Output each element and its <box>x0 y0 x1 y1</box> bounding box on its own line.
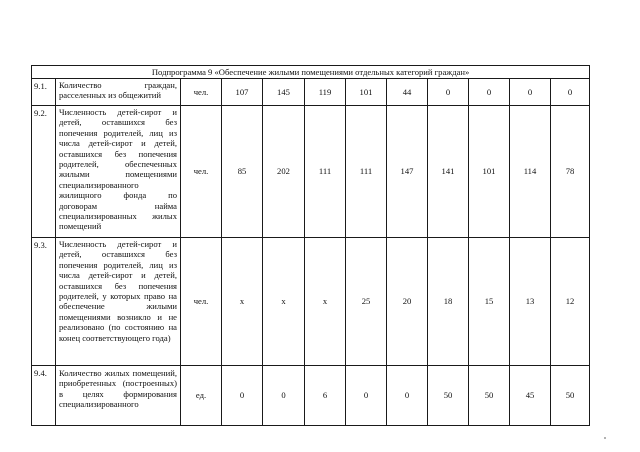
table-row <box>32 106 590 238</box>
unit-cell: чел. <box>181 106 222 238</box>
value-cell: 45 <box>510 366 551 426</box>
value-cell: х <box>305 238 346 366</box>
value-cell: 107 <box>222 79 263 106</box>
value-cell: 25 <box>346 238 387 366</box>
value-cell: 18 <box>428 238 469 366</box>
value-cell: 145 <box>263 79 305 106</box>
value-cell: 13 <box>510 238 551 366</box>
value-cell: 101 <box>346 79 387 106</box>
unit-cell: чел. <box>181 79 222 106</box>
value-cell: 0 <box>263 366 305 426</box>
subprogram-title: Подпрограмма 9 «Обеспечение жилыми помещениями отдельных категорий граждан» <box>32 66 590 79</box>
subprogram-header-row <box>32 66 590 79</box>
value-cell: 0 <box>428 79 469 106</box>
indicator-name-cell: Количество жилых помещений, приобретенных (построенных) в целях формирования специализированного <box>56 366 181 426</box>
indicator-name-cell: Количество граждан, расселенных из общежитий <box>56 79 181 106</box>
value-cell: 141 <box>428 106 469 238</box>
value-cell: 147 <box>387 106 428 238</box>
value-cell: 50 <box>551 366 590 426</box>
value-cell: х <box>263 238 305 366</box>
value-cell: 78 <box>551 106 590 238</box>
scan-speck <box>604 437 606 439</box>
value-cell: 0 <box>469 79 510 106</box>
indicator-name-cell: Численность детей-сирот и детей, оставшихся без попечения родителей, лиц из числа детей-сирот и детей, оставшихся без попечения родителей, у которых право на обеспечение жилыми помещениями возникло и не реализовано (по состоянию на конец соответствующего года) <box>56 238 181 366</box>
table-row <box>32 79 590 106</box>
value-cell: 0 <box>222 366 263 426</box>
row-number-cell: 9.1. <box>32 79 56 106</box>
unit-cell: чел. <box>181 238 222 366</box>
value-cell: 12 <box>551 238 590 366</box>
table-row <box>32 238 590 366</box>
value-cell: 111 <box>346 106 387 238</box>
value-cell: 50 <box>469 366 510 426</box>
value-cell: 0 <box>346 366 387 426</box>
value-cell: х <box>222 238 263 366</box>
value-cell: 101 <box>469 106 510 238</box>
unit-cell: ед. <box>181 366 222 426</box>
value-cell: 0 <box>510 79 551 106</box>
value-cell: 15 <box>469 238 510 366</box>
value-cell: 44 <box>387 79 428 106</box>
value-cell: 85 <box>222 106 263 238</box>
row-number-cell: 9.2. <box>32 106 56 238</box>
value-cell: 202 <box>263 106 305 238</box>
table-row <box>32 366 590 426</box>
value-cell: 50 <box>428 366 469 426</box>
value-cell: 114 <box>510 106 551 238</box>
value-cell: 20 <box>387 238 428 366</box>
value-cell: 119 <box>305 79 346 106</box>
indicator-name-cell: Численность детей-сирот и детей, оставшихся без попечения родителей, лиц из числа детей-сирот и детей, оставшихся без попечения родителей, обеспеченных жилыми помещениями специализированного жилищного фонда по договорам найма специализированных жилых помещений <box>56 106 181 238</box>
indicators-table <box>31 65 590 426</box>
value-cell: 6 <box>305 366 346 426</box>
row-number-cell: 9.3. <box>32 238 56 366</box>
row-number-cell: 9.4. <box>32 366 56 426</box>
value-cell: 0 <box>387 366 428 426</box>
value-cell: 0 <box>551 79 590 106</box>
value-cell: 111 <box>305 106 346 238</box>
